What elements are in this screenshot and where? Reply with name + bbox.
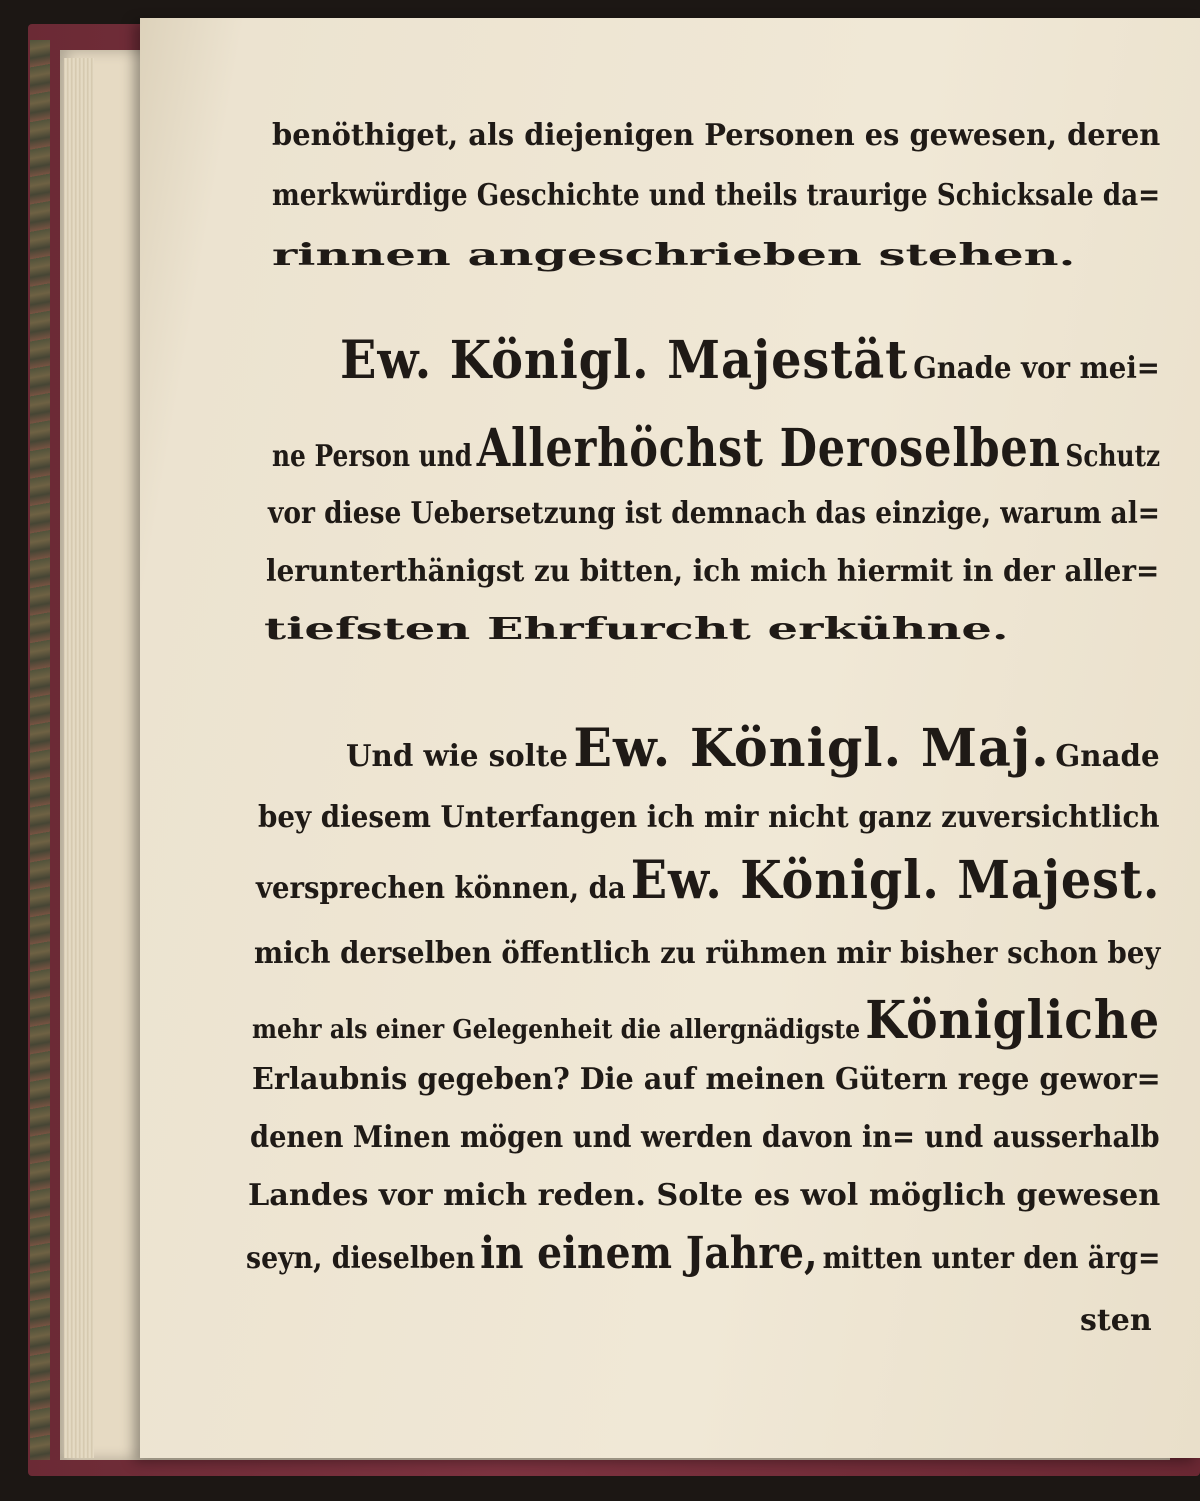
- honorific-large: Ew. Königl. Majest.: [630, 850, 1161, 911]
- text-line: denen Minen mögen und werden davon in= und ausserhalb: [250, 1120, 1160, 1155]
- text-segment: mitten unter den ärg=: [822, 1241, 1161, 1276]
- text-line: [246, 1228, 1160, 1279]
- honorific-large: Ew. Königl. Maj.: [573, 718, 1050, 779]
- marbled-endpaper: [30, 40, 50, 1460]
- text-line: lerunterthänigst zu bitten, ich mich hiermit in der aller=: [266, 554, 1160, 589]
- text-line: [346, 718, 1160, 779]
- text-line: [272, 418, 1160, 479]
- book-page: [140, 18, 1200, 1458]
- text-line: [256, 850, 1160, 911]
- text-segment: seyn, dieselben: [246, 1241, 476, 1276]
- honorific-large: Allerhöchst Deroselben: [476, 418, 1061, 479]
- catchword: sten: [1080, 1303, 1152, 1338]
- text-line: benöthiget, als diejenigen Personen es gewesen, deren: [272, 118, 1161, 153]
- text-line: [340, 330, 1160, 391]
- text-line: vor diese Uebersetzung ist demnach das einzige, warum al=: [268, 496, 1160, 531]
- text-line: bey diesem Unterfangen ich mir nicht ganz zuversichtlich: [258, 800, 1160, 835]
- text-segment: Und wie solte: [346, 739, 568, 774]
- text-line: Erlaubnis gegeben? Die auf meinen Gütern rege gewor=: [252, 1062, 1161, 1097]
- text-line: rinnen angeschrieben stehen.: [272, 238, 1076, 273]
- text-line: Landes vor mich reden. Solte es wol möglich gewesen: [248, 1178, 1161, 1213]
- text-segment: mehr als einer Gelegenheit die allergnädigste: [252, 1015, 861, 1045]
- text-segment: Gnade vor mei=: [913, 351, 1160, 386]
- text-segment: Schutz: [1065, 439, 1161, 474]
- text-line: mich derselben öffentlich zu rühmen mir bisher schon bey: [254, 936, 1161, 971]
- page-edges: [64, 58, 94, 1458]
- honorific-large: Ew. Königl. Majestät: [340, 330, 909, 391]
- text-line: [252, 990, 1160, 1051]
- text-segment: versprechen können, da: [256, 871, 626, 906]
- text-line: merkwürdige Geschichte und theils traurige Schicksale da=: [272, 178, 1161, 213]
- honorific-large: Königliche: [865, 990, 1161, 1051]
- text-segment: ne Person und: [272, 439, 473, 474]
- text-segment: Gnade: [1055, 739, 1160, 774]
- text-line: tiefsten Ehrfurcht erkühne.: [264, 612, 1009, 647]
- emphasis-large: in einem Jahre,: [480, 1228, 818, 1279]
